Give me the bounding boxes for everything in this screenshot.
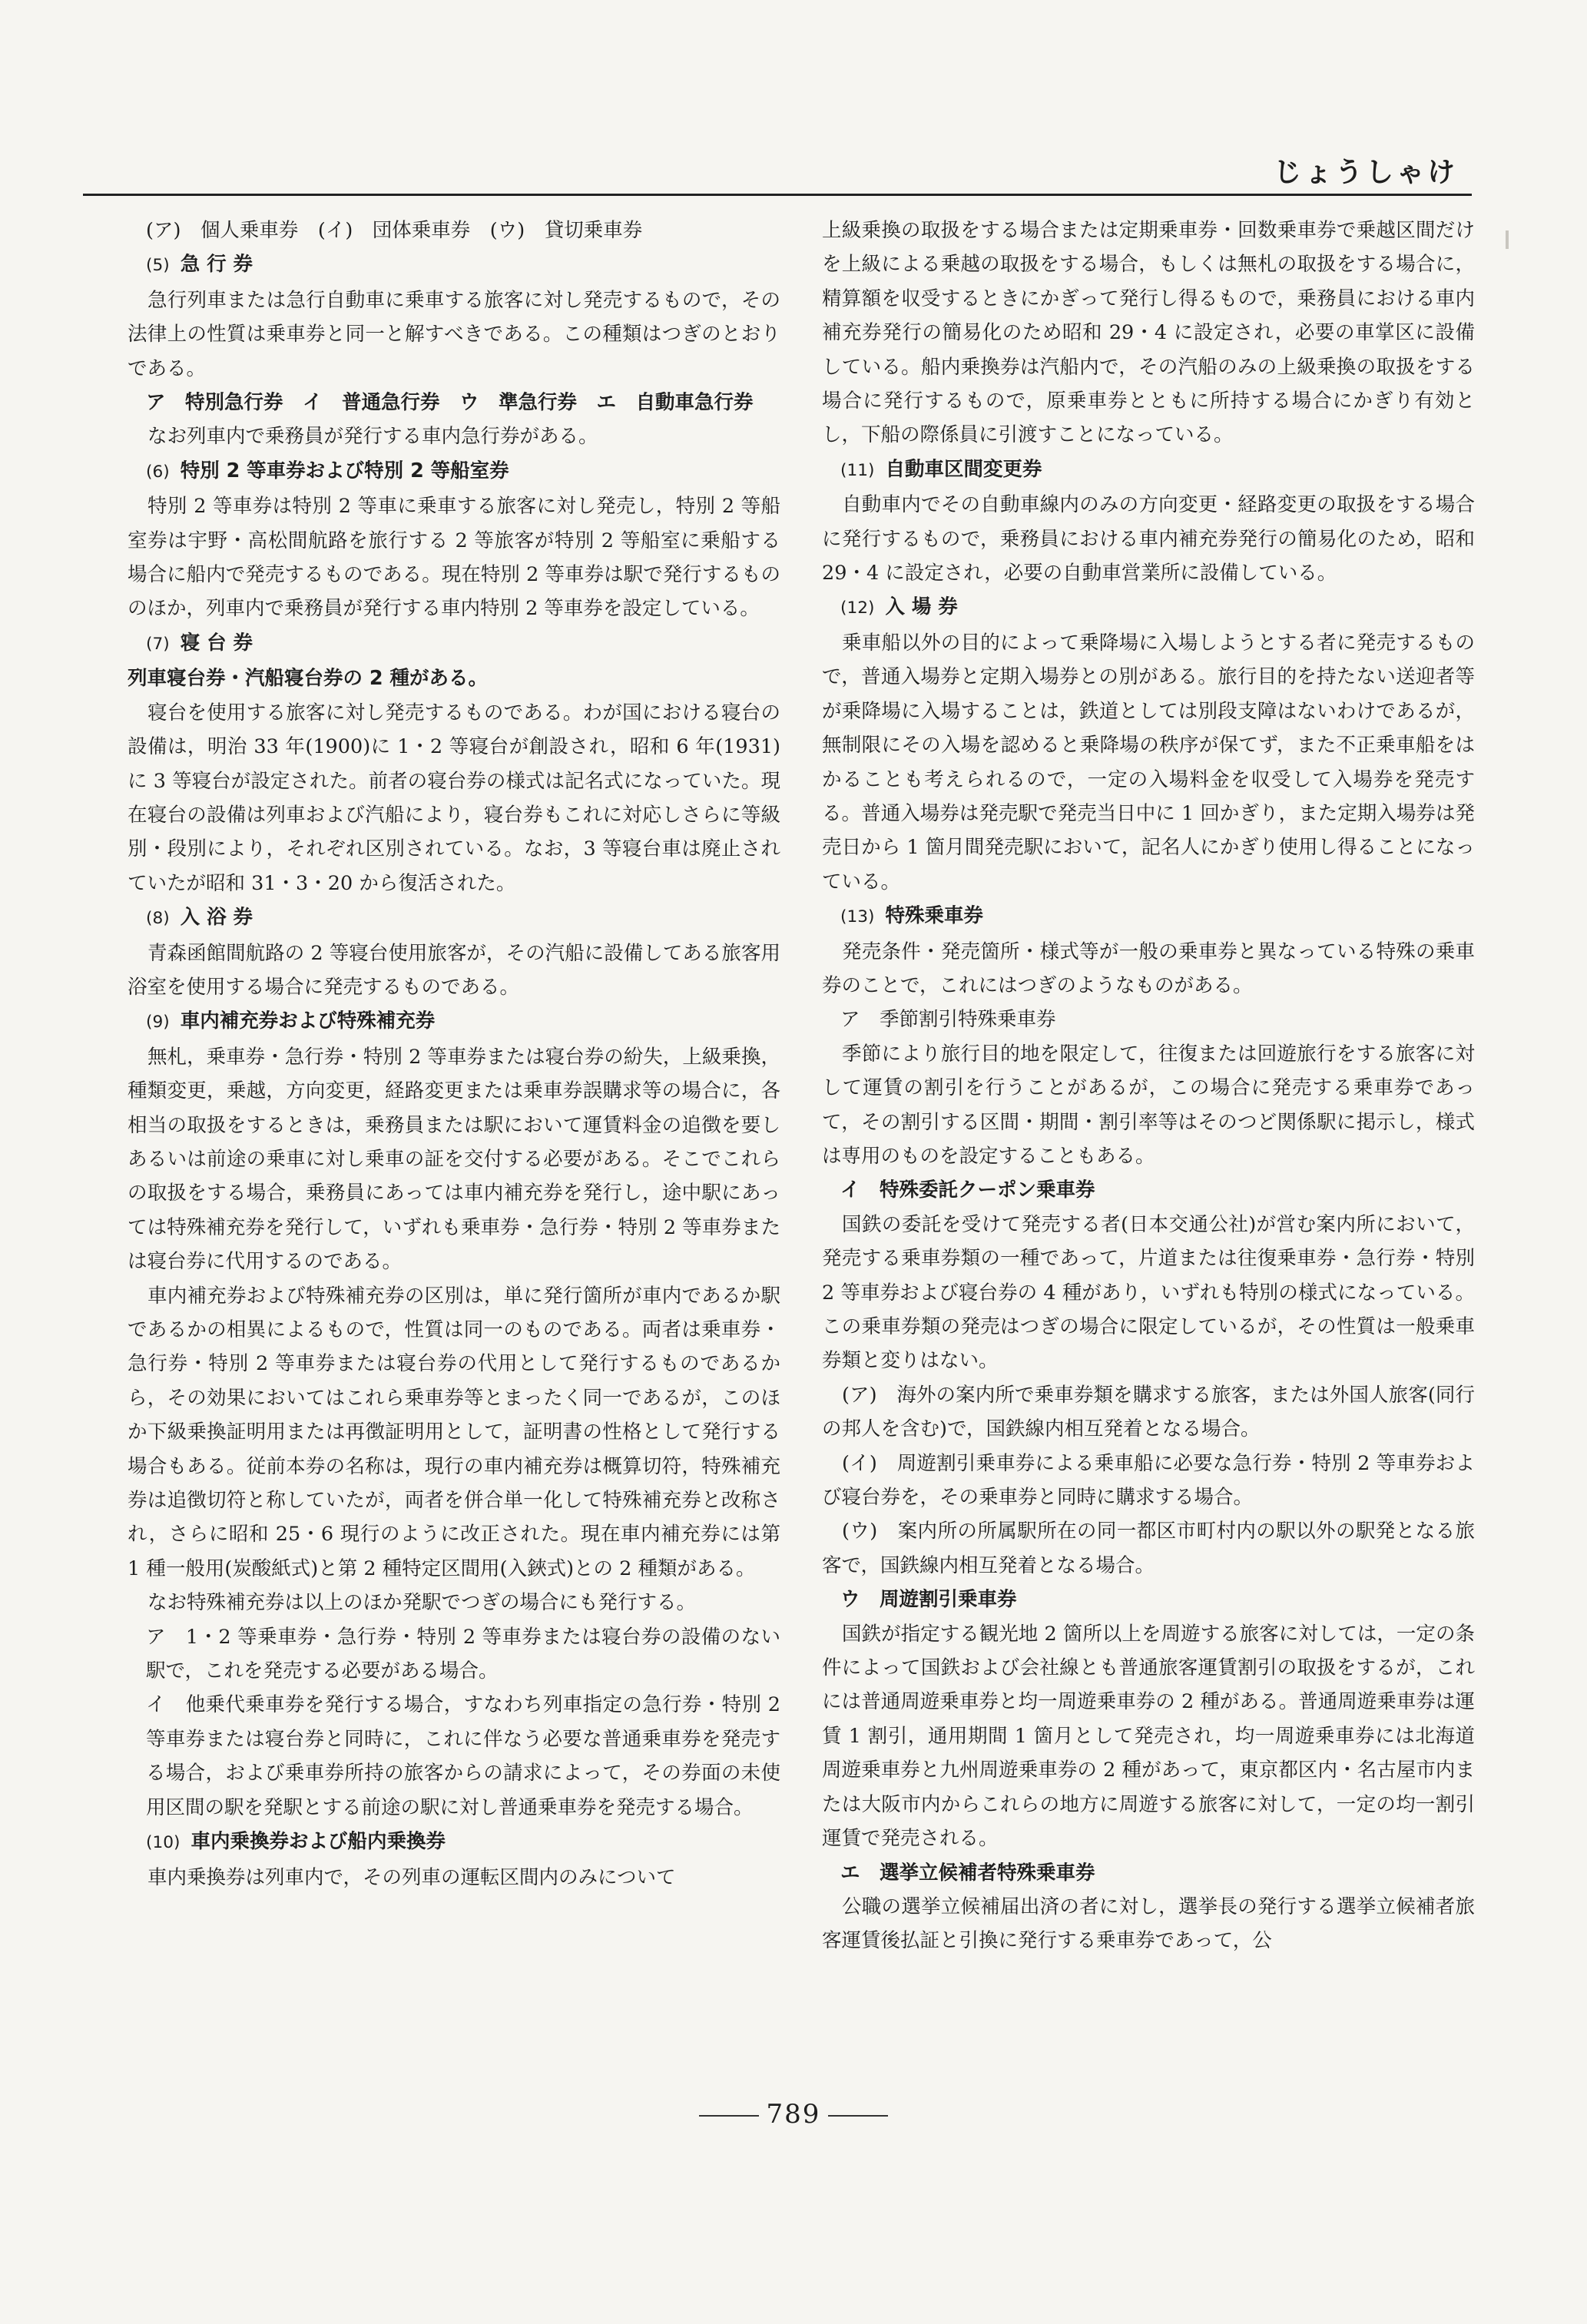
paragraph: 国鉄の委託を受けて発売する者(日本交通公社)が営む案内所において，発売する乗車券類の一種であって，片道または往復乗車券・急行券・特別 2 等車券および寝台券の 4 種があり，いずれも特別の様式になっている。この乗車券類の発売はつぎの場合に限定しているが，その性質は一般乗車券類と変りはない。 — [822, 1212, 1475, 1373]
section-title: 車内補充券および特殊補充券 — [180, 1009, 436, 1033]
paragraph: 青森函館間航路の 2 等寝台使用旅客が，その汽船に設備してある旅客用浴室を使用する場合に発売するものである。 — [128, 941, 780, 999]
paragraph: (ア) 海外の案内所で乗車券類を購求する旅客，または外国人旅客(同行の邦人を含む)で，国鉄線内相互発着となる場合。 — [822, 1383, 1475, 1441]
paragraph: 特別 2 等車券は特別 2 等車に乗車する旅客に対し発売し，特別 2 等船室券は宇野・高松間航路を旅行する 2 等旅客が特別 2 等船室に乗船する場合に船内で発売するものである。現在特別 2 等車券は駅で発行するもののほか，列車内で乗務員が発行する車内特別 2 等車券を設定している。 — [128, 495, 780, 621]
section-heading — [128, 626, 780, 661]
section-title: 特殊乗車券 — [885, 904, 983, 928]
paragraph: 無札，乗車券・急行券・特別 2 等車券または寝台券の紛失，上級乗換，種類変更，乗越，方向変更，経路変更または乗車券誤購求等の場合に，各相当の取扱をするときは，乗務員または駅において運賃料金の追徴を要しあるいは前途の乗車に対し乗車の証を交付する必要がある。そこでこれらの取扱をする場合，乗務員にあっては車内補充券を発行し，途中駅にあっては特殊補充券を発行して，いずれも乗車券・急行券・特別 2 等車券または寝台券に代用するのである。 — [128, 1045, 780, 1274]
left-column — [128, 214, 780, 1895]
section-heading — [128, 900, 780, 936]
section-number: (10) — [146, 1833, 181, 1853]
paragraph: 上級乗換の取扱をする場合または定期乗車券・回数乗車券で乗越区間だけを上級による乗越の取扱をする場合，もしくは無札の取扱をする場合に，精算額を収受するときにかぎって発行し得るもので，乗務員における車内補充券発行の簡易化のため昭和 29・4 に設定され，必要の車掌区に設備している。船内乗換券は汽船内で，その汽船のみの上級乗換の取扱をする場合に発行するもので，原乗車券とともに所持する場合にかぎり有効とし，下船の際係員に引渡すことになっている。 — [822, 219, 1475, 447]
paragraph: 車内補充券および特殊補充券の区別は，単に発行箇所が車内であるか駅であるかの相異によるもので，性質は同一のものである。両者は乗車券・急行券・特別 2 等車券または寝台券の代用として発行するものであるから，その効果においてはこれら乗車券等とまったく同一であるが，このほか下級乗換証明用または再徴証明用として，証明書の性格として発行する場合もある。従前本券の名称は，現行の車内補充券は概算切符，特殊補充券は追徴切符と称していたが，両者を併合単一化して特殊補充券と改称され，さらに昭和 25・6 現行のように改正された。現在車内補充券には第 1 種一般用(炭酸紙式)と第 2 種特定区間用(入鋏式)との 2 種類がある。 — [128, 1284, 780, 1580]
paragraph: 寝台を使用する旅客に対し発売するものである。わが国における寝台の設備は，明治 33 年(1900)に 1・2 等寝台が創設され，昭和 6 年(1931)に 3 等寝台が設定された。前者の寝台券の様式は記名式になっていた。現在寝台の設備は列車および汽船により，寝台券もこれに対応しさらに等級別・段別により，それぞれ区別されている。なお，3 等寝台車は廃止されていたが昭和 31・3・20 から復活された。 — [128, 701, 780, 895]
section-number: (5) — [146, 256, 170, 276]
paragraph: なお特殊補充券は以上のほか発駅でつぎの場合にも発行する。 — [147, 1591, 697, 1615]
section-number: (7) — [146, 634, 170, 654]
paragraph: 列車寝台券・汽船寝台券の 2 種がある。 — [128, 667, 488, 691]
right-column — [822, 214, 1475, 1958]
section-heading — [822, 453, 1475, 488]
section-title: 車内乗換券および船内乗換券 — [191, 1830, 446, 1854]
paragraph: 自動車内でその自動車線内のみの方向変更・経路変更の取扱をする場合に発行するもので，乗務員における車内補充券発行の簡易化のため，昭和 29・4 に設定され，必要の自動車営業所に設備している。 — [822, 493, 1475, 585]
paragraph: (ウ) 案内所の所属駅所在の同一都区市町村内の駅以外の駅発となる旅客で，国鉄線内相互発着となる場合。 — [822, 1520, 1475, 1577]
section-heading — [822, 899, 1475, 934]
section-title: 寝 台 券 — [180, 631, 253, 655]
paragraph: 公職の選挙立候補届出済の者に対し，選挙長の発行する選挙立候補者旅客運賃後払証と引換に発行する乗車券であって，公 — [822, 1895, 1475, 1953]
footer-dash-right — [828, 2115, 888, 2117]
paragraph: なお列車内で乗務員が発行する車内急行券がある。 — [147, 425, 598, 449]
paragraph: ウ 周遊割引乗車券 — [840, 1588, 1017, 1612]
section-number: (9) — [146, 1013, 170, 1033]
section-heading — [128, 247, 780, 283]
paragraph: ア 1・2 等乗車券・急行券・特別 2 等車券または寝台券の設備のない駅で，これを発売する必要がある場合。 — [146, 1625, 780, 1683]
paragraph: イ 他乗代乗車券を発行する場合，すなわち列車指定の急行券・特別 2 等車券または寝台券と同時に，これに伴なう必要な普通乗車券を発売する場合，および乗車券所持の旅客からの請求によって，その券面の未使用区間の駅を発駅とする前途の駅に対し普通乗車券を発売する場合。 — [146, 1693, 780, 1819]
paragraph: ア 季節割引特殊乗車券 — [840, 1008, 1056, 1032]
paragraph: 乗車船以外の目的によって乗降場に入場しようとする者に発売するもので，普通入場券と定期入場券との別がある。旅行目的を持たない送迎者等が乗降場に入場することは，鉄道としては別段支障はないわけであるが，無制限にその入場を認めると乗降場の秩序が保てず，また不正乗車船をはかることも考えられるので，一定の入場料金を収受して入場券を発売する。普通入場券は発売駅で発売当日中に 1 回かぎり，また定期入場券は発売日から 1 箇月間発売駅において，記名人にかぎり使用し得ることになっている。 — [822, 631, 1475, 893]
paragraph: 車内乗換券は列車内で，その列車の運転区間内のみについて — [147, 1865, 676, 1889]
section-title: 入 浴 券 — [180, 906, 253, 930]
section-title: 入 場 券 — [885, 595, 958, 619]
paragraph: (イ) 周遊割引乗車券による乗車船に必要な急行券・特別 2 等車券および寝台券を，その乗車券と同時に購求する場合。 — [822, 1451, 1475, 1510]
paragraph: 国鉄が指定する観光地 2 箇所以上を周遊する旅客に対しては，一定の条件によって国鉄および会社線とも普通旅客運賃割引の取扱をするが，これには普通周遊乗車券と均一周遊乗車券の 2 種がある。普通周遊乗車券は運賃 1 割引，通用期間 1 箇月として発売され，均一周遊乗車券には北海道周遊乗車券と九州周遊乗車券の 2 種があって，東京都区内・名古屋市内または大阪市内からこれらの地方に周遊する旅客に対して，一定の均一割引運賃で発売される。 — [822, 1622, 1475, 1851]
section-title: 自動車区間変更券 — [885, 457, 1042, 481]
paragraph: イ 特殊委託クーポン乗車券 — [840, 1179, 1095, 1202]
paragraph: エ 選挙立候補者特殊乗車券 — [840, 1861, 1095, 1885]
scan-smudge — [1506, 230, 1509, 249]
paragraph: 発売条件・発売箇所・様式等が一般の乗車券と異なっている特殊の乗車券のことで，これにはつぎのようなものがある。 — [822, 940, 1475, 997]
section-number: (8) — [146, 909, 170, 929]
section-number: (6) — [146, 462, 170, 482]
paragraph: 季節により旅行目的地を限定して，往復または回遊旅行をする旅客に対して運賃の割引を行うことがあるが，この場合に発売する乗車券であって，その割引する区間・期間・割引率等はそのつど関係駅に掲示し，様式は専用のものを設定することもある。 — [822, 1042, 1475, 1168]
section-heading — [128, 1004, 780, 1039]
footer-dash-left — [699, 2115, 759, 2117]
section-title: 急 行 券 — [180, 253, 253, 277]
section-heading — [128, 454, 780, 489]
section-heading — [128, 1825, 780, 1860]
paragraph: 急行列車または急行自動車に乗車する旅客に対し発売するもので，その法律上の性質は乗車券と同一と解すべきである。この種類はつぎのとおりである。 — [128, 288, 780, 380]
section-heading — [822, 590, 1475, 625]
running-head: じょうしゃけ — [1273, 157, 1458, 188]
header-rule — [83, 194, 1472, 196]
page-number: 789 — [766, 2099, 821, 2130]
paragraph: ア 特別急行券 イ 普通急行券 ウ 準急行券 エ 自動車急行券 — [146, 391, 754, 415]
section-number: (13) — [840, 907, 875, 927]
page-footer — [0, 2099, 1587, 2130]
section-number: (11) — [840, 460, 875, 480]
section-number: (12) — [840, 598, 875, 618]
paragraph: (ア) 個人乗車券 (イ) 団体乗車券 (ウ) 貸切乗車券 — [146, 219, 643, 242]
section-title: 特別 2 等車券および特別 2 等船室券 — [180, 459, 509, 482]
